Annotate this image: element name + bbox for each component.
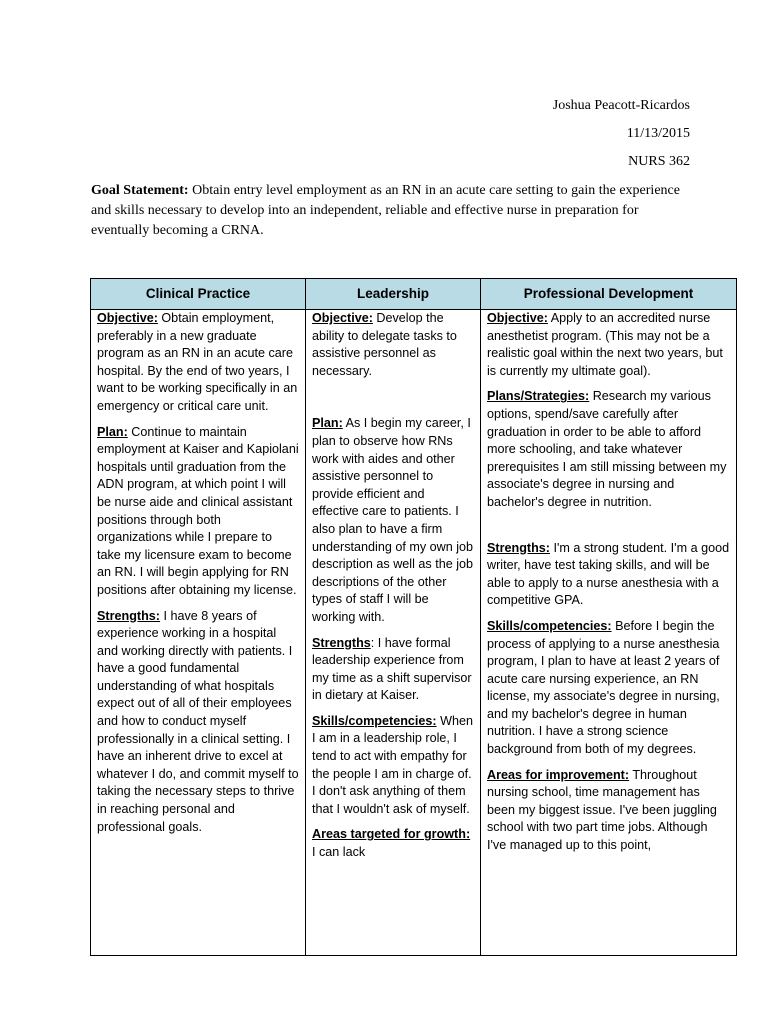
table-header-row — [91, 279, 737, 310]
clinical-objective — [97, 310, 299, 416]
header-professional-development: Professional Development — [481, 279, 737, 310]
leadership-skills-label: Skills/competencies: — [312, 713, 437, 728]
leadership-skills — [312, 713, 474, 819]
professional-improvement — [487, 767, 730, 855]
leadership-plan-text: As I begin my career, I plan to observe how RNs work with aides and other assistive personnel to provide efficient and effective care to patients. I also plan to have a firm understanding of my own job description as well as the job descriptions of the other types of staff I will be working with. — [312, 416, 474, 624]
professional-strengths — [487, 540, 730, 610]
clinical-strengths — [97, 608, 299, 837]
leadership-growth-text: I can lack — [312, 845, 366, 860]
professional-improvement-label: Areas for improvement: — [487, 767, 630, 782]
leadership-growth — [312, 826, 474, 861]
leadership-plan — [312, 415, 474, 626]
professional-plans-label: Plans/Strategies: — [487, 389, 590, 404]
table-row — [91, 310, 737, 956]
clinical-plan — [97, 424, 299, 600]
leadership-objective — [312, 310, 474, 380]
professional-plans — [487, 388, 730, 511]
document-header — [553, 92, 690, 176]
professional-skills — [487, 618, 730, 759]
professional-objective — [487, 310, 730, 380]
leadership-objective-text: Develop the ability to delegate tasks to assistive personnel as necessary. — [312, 311, 457, 378]
header-clinical-practice: Clinical Practice — [91, 279, 306, 310]
goal-text: Obtain entry level employment as an RN in an acute care setting to gain the experience and skills necessary to develop into an independent, reliable and effective nurse in preparation for eventually becoming a CRNA. — [91, 183, 680, 238]
professional-skills-text: Before I begin the process of applying to a nurse anesthesia program, I plan to have at least 2 years of acute care nursing experience, an RN license, my associate's degree in nursing, and my bachelor's degree in human nutrition. I have a strong science background from both of my degrees. — [487, 618, 720, 757]
header-leadership: Leadership — [306, 279, 481, 310]
clinical-strengths-label: Strengths: — [97, 608, 160, 623]
professional-objective-label: Objective: — [487, 311, 548, 325]
leadership-strengths-label: Strengths — [312, 635, 371, 650]
document-date: 11/13/2015 — [626, 126, 690, 141]
professional-improvement-text: Throughout nursing school, time management has been my biggest issue. I've been juggling school with two part time jobs. Although I've managed up to this point, — [487, 767, 717, 853]
professional-plans-text: Research my various options, spend/save carefully after graduation in order to be able to afford more schooling, and take whatever prerequisites I am still missing between my associate's degree in nursing and bachelor's degree in nutrition. — [487, 389, 727, 509]
career-plan-table — [90, 278, 737, 956]
professional-objective-text: Apply to an accredited nurse anesthetist program. (This may not be a realistic goal within the next two years, but is currently my ultimate goal). — [487, 311, 723, 378]
goal-label: Goal Statement: — [91, 183, 189, 198]
clinical-practice-cell — [91, 310, 306, 956]
clinical-objective-label: Objective: — [97, 311, 158, 325]
professional-skills-label: Skills/competencies: — [487, 618, 612, 633]
professional-development-cell — [481, 310, 737, 956]
leadership-objective-label: Objective: — [312, 311, 373, 325]
clinical-plan-text: Continue to maintain employment at Kaiser and Kapiolani hospitals until graduation from the ADN program, at which point I will be nurse aide and clinical assistant positions through both organizations while I prepare to take my licensure exam to become an RN. I will begin applying for RN positions after obtaining my license. — [97, 424, 299, 597]
clinical-plan-label: Plan: — [97, 424, 128, 439]
clinical-objective-text: Obtain employment, preferably in a new graduate program as an RN in an acute care hospital. By the end of two years, I want to be working specifically in an emergency or critical care unit. — [97, 311, 298, 413]
leadership-cell — [306, 310, 481, 956]
leadership-skills-text: When I am in a leadership role, I tend to act with empathy for the people I am in charge of. I don't ask anything of them that I wouldn't ask of myself. — [312, 713, 473, 816]
professional-strengths-text: I'm a strong student. I'm a good writer, have test taking skills, and will be able to apply to a nurse anesthesia with a competitive GPA. — [487, 540, 730, 608]
leadership-strengths — [312, 635, 474, 705]
leadership-strengths-text: : I have formal leadership experience from my time as a shift supervisor in dietary at Kaiser. — [312, 635, 472, 703]
professional-strengths-label: Strengths: — [487, 540, 550, 555]
goal-statement — [91, 181, 681, 241]
leadership-plan-label: Plan: — [312, 416, 343, 431]
course-code: NURS 362 — [628, 154, 690, 169]
clinical-strengths-text: I have 8 years of experience working in a hospital and working directly with patients. I have a good fundamental understanding of what hospitals expect out of all of their employees and how to conduct myself professionally in a clinical setting. I have an inherent drive to excel at whatever I do, and commit myself to taking the necessary steps to thrive in reaching personal and professional goals. — [97, 608, 299, 834]
leadership-growth-label: Areas targeted for growth: — [312, 827, 471, 842]
author-name: Joshua Peacott-Ricardos — [552, 98, 690, 113]
